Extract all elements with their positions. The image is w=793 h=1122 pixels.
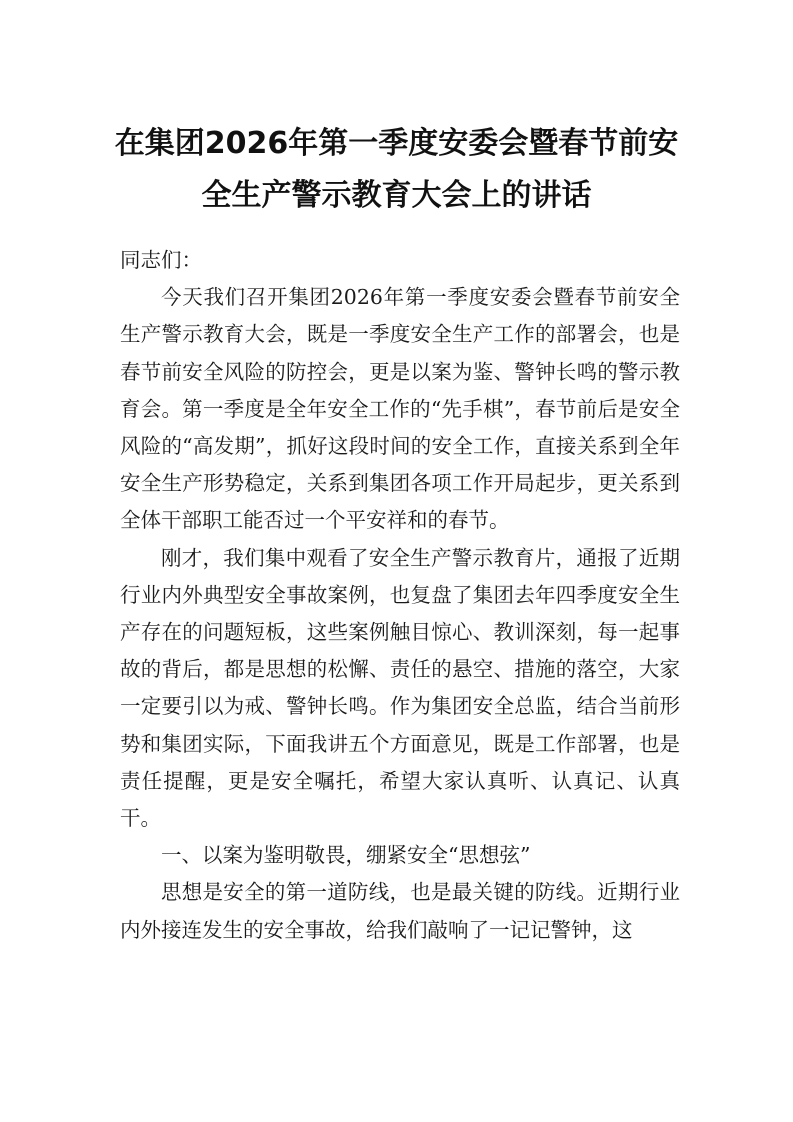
document-title: 在集团2026年第一季度安委会暨春节前安全生产警示教育大会上的讲话 [114, 126, 679, 213]
paragraph-review: 刚才，我们集中观看了安全生产警示教育片，通报了近期行业内外典型安全事故案例，也复盘了集团去年四季度安全生产存在的问题短板，这些案例触目惊心、教训深刻，每一起事故的背后，都是思想的松懈、责任的悬空、措施的落空，大家一定要引以为戒、警钟长鸣。作为集团安全总监，结合当前形势和集团实际，下面我讲五个方面意见，既是工作部署，也是责任提醒，更是安全嘱托，希望大家认真听、认真记、认真干。 [120, 545, 680, 831]
document-body [120, 242, 680, 949]
section-heading-1: 一、以案为鉴明敬畏，绷紧安全“思想弦” [161, 843, 531, 868]
salutation: 同志们： [120, 248, 202, 272]
paragraph-section-1: 思想是安全的第一道防线，也是最关键的防线。近期行业内外接连发生的安全事故，给我们敲响了一记记警钟，这 [120, 880, 680, 942]
paragraph-opening: 今天我们召开集团2026年第一季度安委会暨春节前安全生产警示教育大会，既是一季度安全生产工作的部署会，也是春节前安全风险的防控会，更是以案为鉴、警钟长鸣的警示教育会。第一季度是全年安全工作的“先手棋”，春节前后是安全风险的“高发期”，抓好这段时间的安全工作，直接关系到全年安全生产形势稳定，关系到集团各项工作开局起步，更关系到全体干部职工能否过一个平安祥和的春节。 [120, 285, 680, 533]
